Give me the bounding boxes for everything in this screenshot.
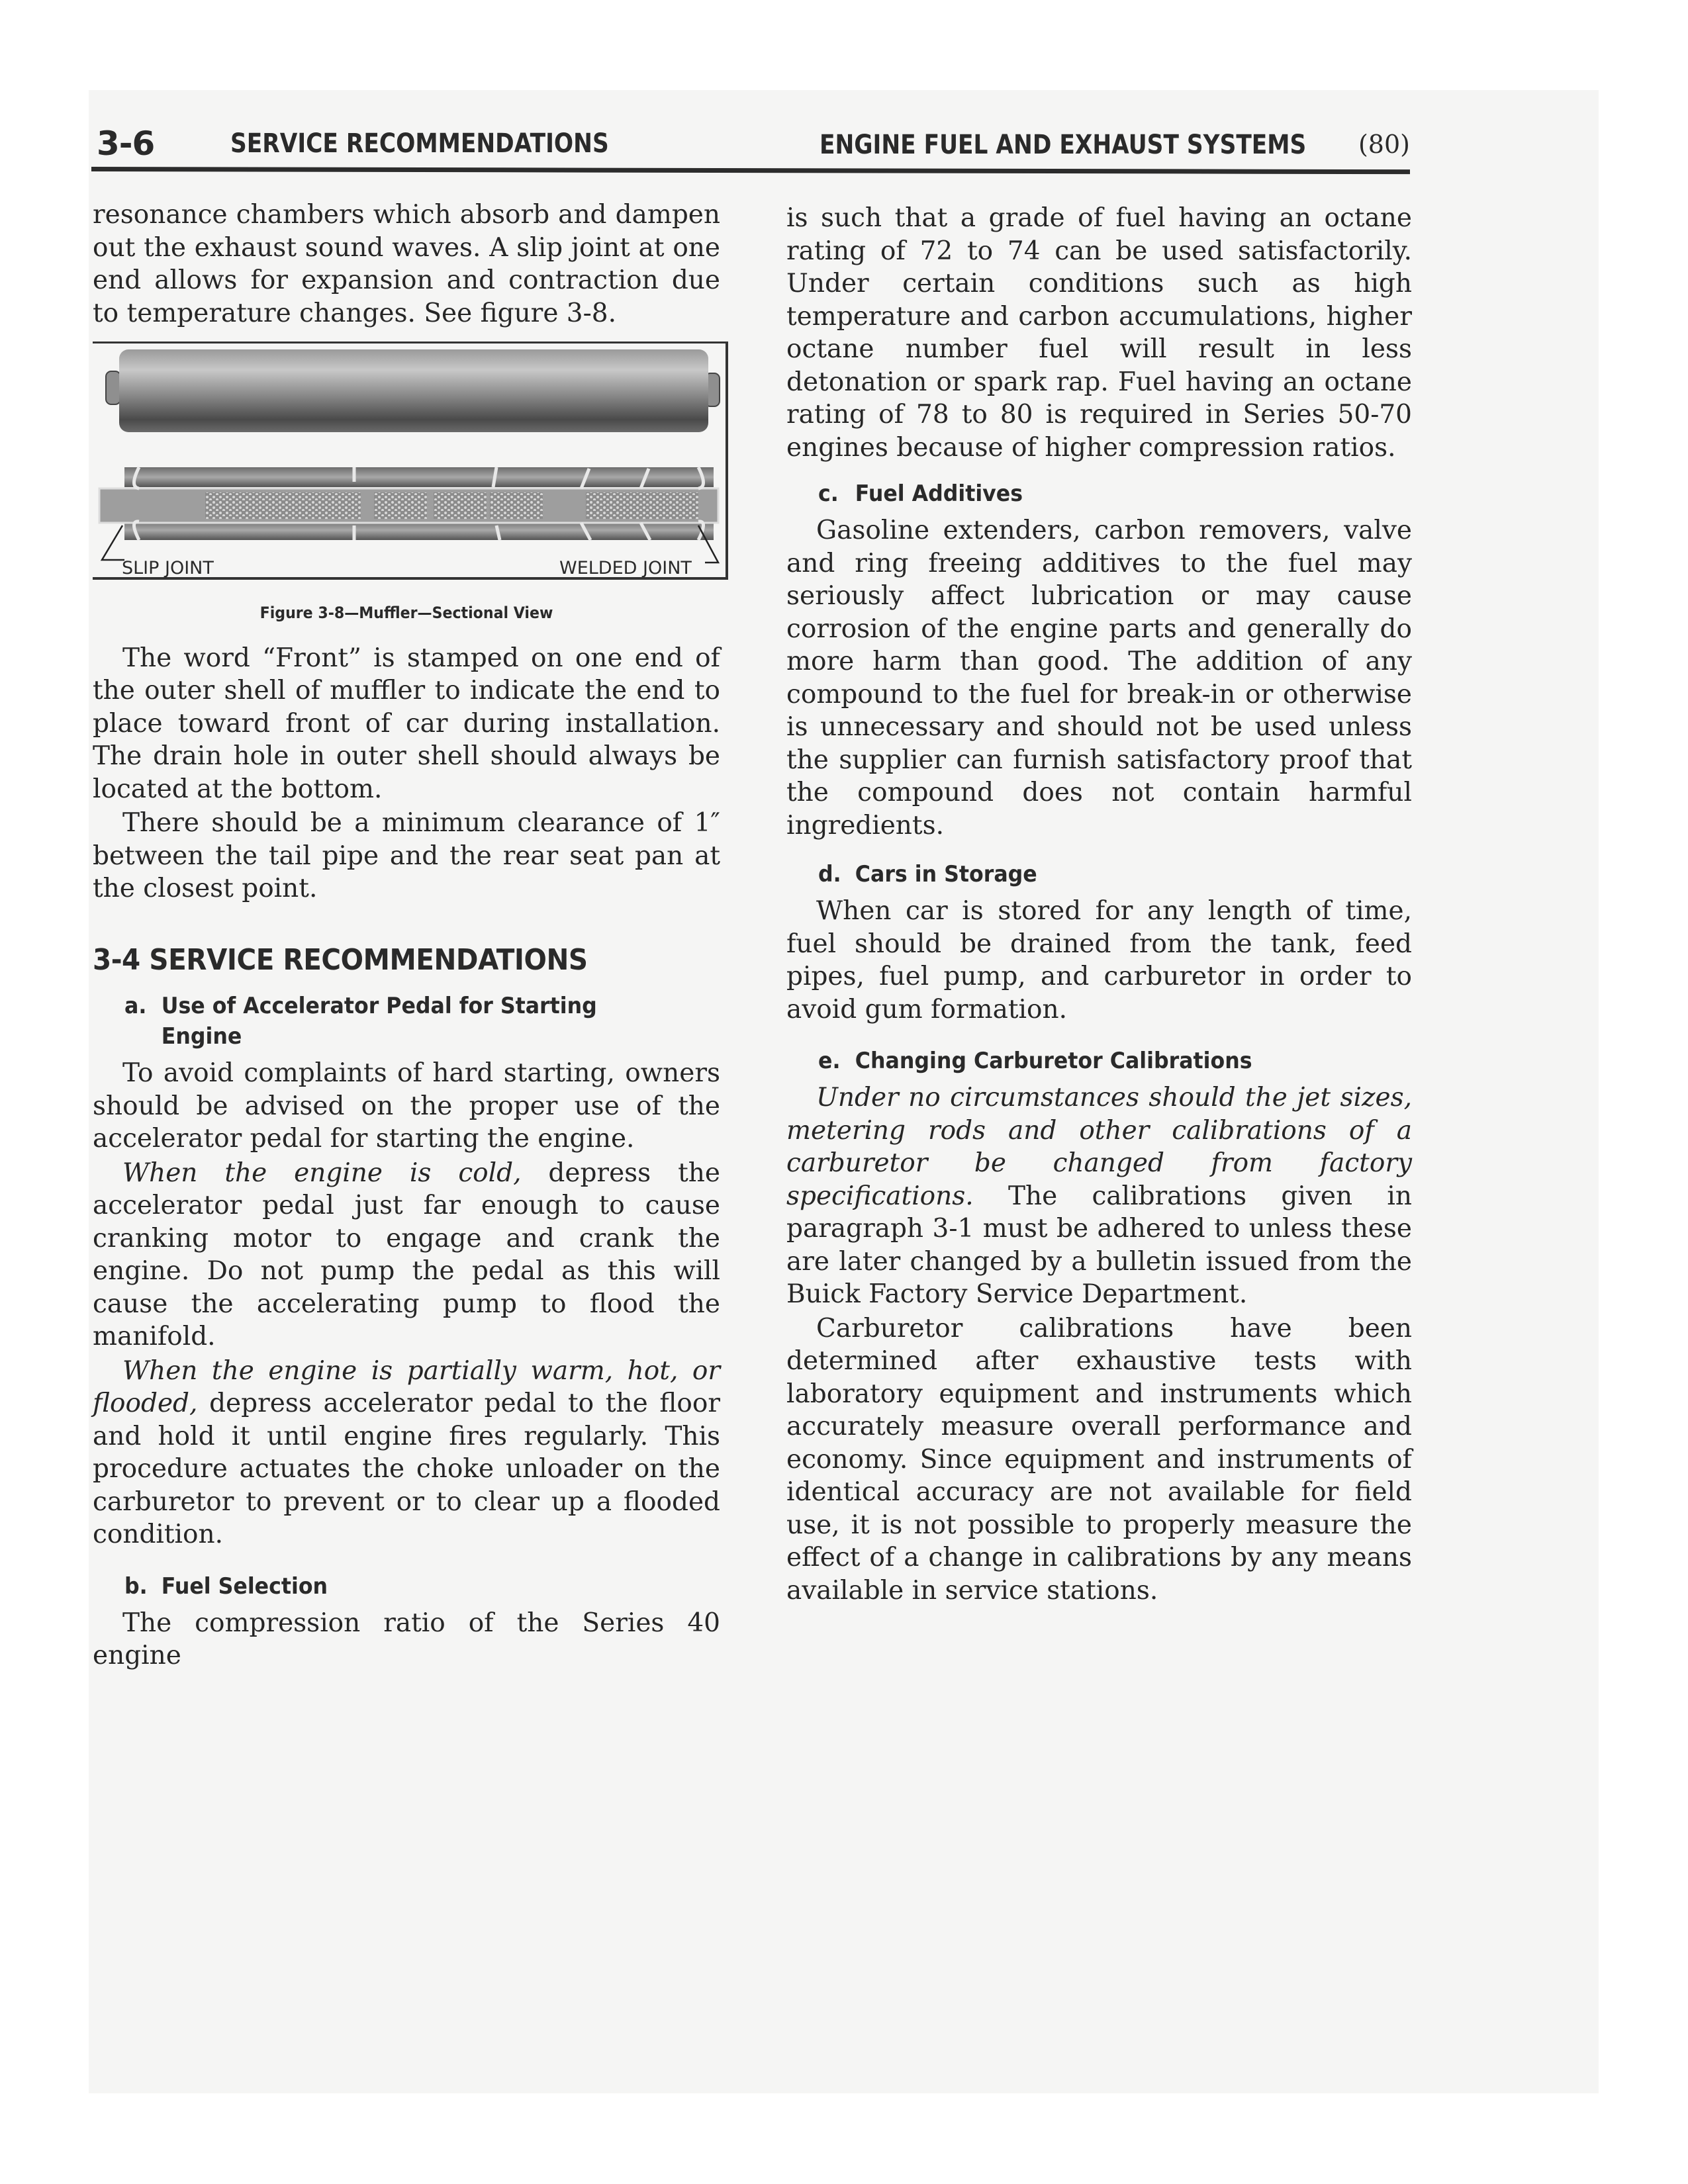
paragraph-a2 (93, 1157, 720, 1353)
welded-joint-label: WELDED JOINT (559, 558, 692, 578)
body-text: depress accelerator pedal to the floor and hold it until engine fires regularly. This procedure actuates the choke unloader on the carburetor to prevent or to clear up a flooded condition. (93, 1388, 720, 1549)
body-text: depress the accelerator pedal just far enough to cause cranking motor to engage and crank the engine. Do not pump the pedal as this will cause the accelerating pump to flood the manifold. (93, 1158, 720, 1351)
subheading-d (818, 859, 1370, 889)
subheading-c (818, 478, 1370, 509)
paragraph-d1: When car is stored for any length of time, fuel should be drained from the tank, feed pipes, fuel pump, and carburetor in order to avoid gum formation. (786, 896, 1412, 1024)
emphasis-text: Under no circumstances should the jet sizes, metering rods and other calibrations of a carburetor be changed from factory specifications. (786, 1083, 1412, 1211)
emphasis-text: When the engine is cold, (122, 1158, 522, 1188)
paragraph-e2: Carburetor calibrations have been determined after exhaustive tests with laboratory equipment and instruments which accurately measure overall performance and economy. Since equipment and instruments of identical accuracy are not available for field use, it is not possible to properly measure the effect of a change in calibrations by any means available in service stations. (786, 1313, 1412, 1606)
section-heading-3-4: 3-4 SERVICE RECOMMENDATIONS (93, 942, 588, 977)
section-title: SERVICE RECOMMENDATIONS (230, 128, 609, 159)
subheading-title: Fuel Additives (855, 480, 1023, 507)
header-rule (91, 167, 1410, 174)
page-header (91, 120, 1410, 173)
chapter-title: ENGINE FUEL AND EXHAUST SYSTEMS (820, 130, 1307, 160)
subheading-letter: c. (818, 480, 839, 507)
subheading-title: Use of Accelerator Pedal for Starting Engine (161, 993, 597, 1050)
body-text: The calibrations given in paragraph 3-1 must be adhered to unless these are later changed by a bulletin issued from the Buick Factory Service Department. (786, 1181, 1412, 1309)
paragraph-e1 (786, 1081, 1412, 1311)
sheet-number: (80) (1358, 130, 1410, 159)
subheading-b (124, 1571, 679, 1602)
figure-muffler (93, 341, 729, 581)
right-column (786, 202, 1412, 1607)
subheading-letter: e. (818, 1048, 841, 1074)
subheading-title: Cars in Storage (855, 861, 1037, 887)
paragraph-front-stamp: The word “Front” is stamped on one end of the outer shell of muffler to indicate the end to place toward front of car during installation. The drain hole in outer shell should always be located at the bottom. (93, 643, 720, 804)
subheading-title: Fuel Selection (161, 1572, 328, 1600)
muffler-sectional-icon (93, 341, 729, 581)
slip-joint-label: SLIP JOINT (122, 558, 214, 578)
paragraph-fuel-continued: is such that a grade of fuel having an octane rating of 72 to 74 can be used satisfactorily. Under certain conditions such as high temperature and carbon accumulations, higher octane number fuel will result in less detonation or spark rap. Fuel having an octane rating of 78 to 80 is required in Series 50-70 engines because of higher compression ratios. (786, 203, 1412, 463)
subheading-title: Changing Carburetor Calibrations (855, 1048, 1252, 1074)
left-column (93, 199, 720, 1672)
subheading-letter: a. (124, 993, 147, 1019)
figure-caption: Figure 3-8—Muffler—Sectional View (259, 604, 553, 622)
page-number: 3-6 (97, 124, 155, 163)
paragraph-a3 (93, 1355, 720, 1551)
subheading-a (124, 991, 679, 1052)
emphasis-text: When the engine is partially warm, hot, or flooded, (93, 1355, 720, 1418)
paragraph-b1: The compression ratio of the Series 40 engine (93, 1608, 720, 1670)
subheading-e (818, 1046, 1370, 1076)
subheading-letter: b. (124, 1572, 148, 1600)
paragraph-a1: To avoid complaints of hard starting, owners should be advised on the proper use of the accelerator pedal for starting the engine. (93, 1058, 720, 1154)
paragraph-c1: Gasoline extenders, carbon removers, valve and ring freeing additives to the fuel may seriously affect lubrication or may cause corrosion of the engine parts and generally do more harm than good. The addition of any compound to the fuel for break-in or otherwise is unnecessary and should not be used unless the supplier can furnish satisfactory proof that the compound does not contain harmful ingredients. (786, 516, 1412, 841)
subheading-letter: d. (818, 861, 841, 887)
paragraph-clearance: There should be a minimum clearance of 1″ between the tail pipe and the rear seat pan at the closest point. (93, 808, 720, 903)
intro-paragraph: resonance chambers which absorb and dampen out the exhaust sound waves. A slip joint at one end allows for expansion and contraction due to temperature changes. See figure 3-8. (93, 200, 720, 328)
